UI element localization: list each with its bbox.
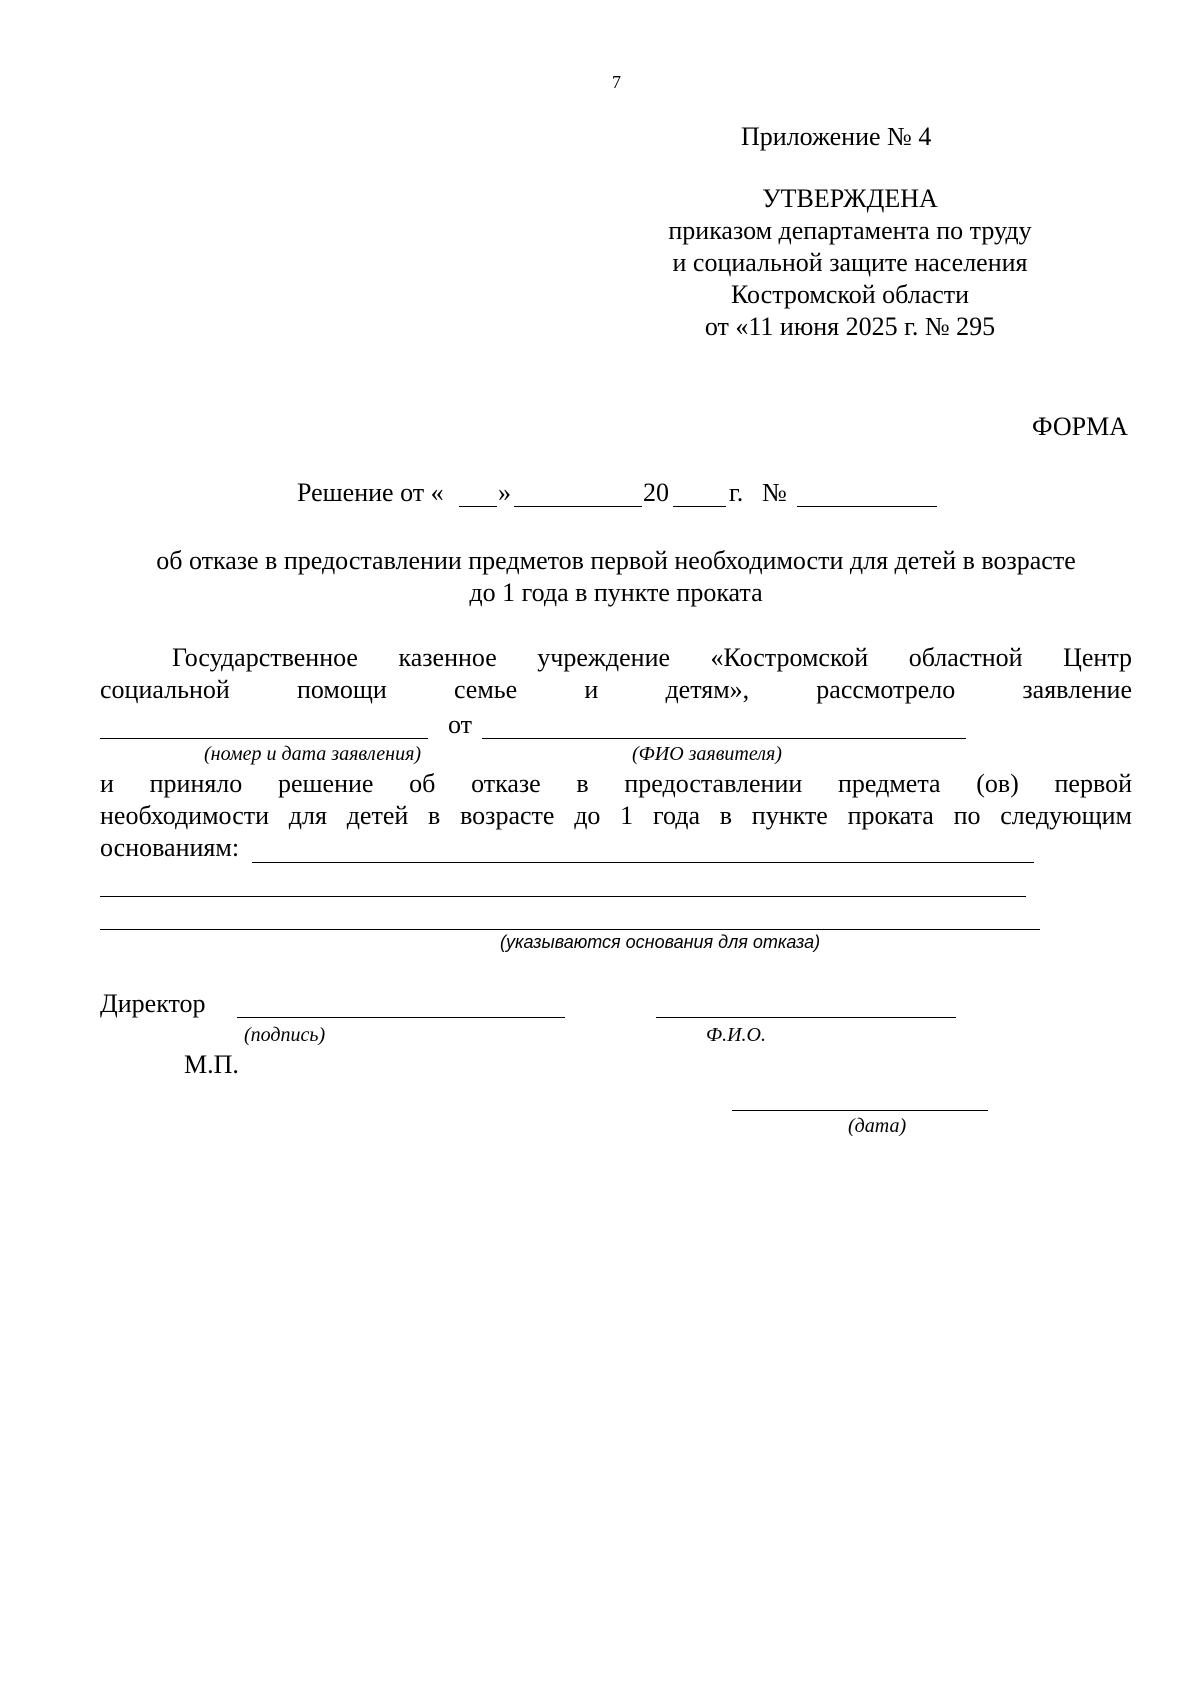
decision-year-prefix: 20 <box>643 478 669 507</box>
caption-date: (дата) <box>848 1115 907 1137</box>
director-label: Директор <box>100 989 206 1018</box>
approval-line-2: и социальной защите населения <box>672 248 1028 277</box>
application-number-field[interactable] <box>100 738 428 739</box>
paragraph-1-line-2: социальной помощи семье и детям», рассмотрело заявление <box>100 675 1132 704</box>
caption-signature: (подпись) <box>244 1024 326 1046</box>
subject-line-1: об отказе в предоставлении предметов первой необходимости для детей в возрасте <box>156 546 1076 575</box>
director-name-field[interactable] <box>656 1017 956 1018</box>
approval-heading: УТВЕРЖДЕНА <box>762 184 938 213</box>
date-field[interactable] <box>732 1110 988 1111</box>
decision-year-suffix: г. <box>729 478 744 507</box>
approval-line-4: от «11 июня 2025 г. № 295 <box>704 312 996 341</box>
applicant-name-field[interactable] <box>482 738 966 739</box>
approval-block <box>640 183 1060 343</box>
paragraph-2-line-1: и приняло решение об отказе в предоставлении предмета (ов) первой <box>100 769 1132 798</box>
page-number: 7 <box>612 72 621 92</box>
form-label: ФОРМА <box>1032 412 1128 441</box>
caption-application: (номер и дата заявления) <box>204 743 422 765</box>
decision-prefix: Решение от « <box>297 478 444 507</box>
caption-reasons: (указываются основания для отказа) <box>500 932 821 952</box>
reasons-field-1[interactable] <box>252 862 1034 863</box>
paragraph-1-line-1: Государственное казенное учреждение «Костромской областной Центр <box>172 643 1132 672</box>
appendix-label: Приложение № 4 <box>741 122 932 151</box>
director-signature-field[interactable] <box>237 1017 565 1018</box>
from-word: от <box>448 710 473 739</box>
decision-subject <box>100 545 1132 609</box>
reasons-field-3[interactable] <box>100 929 1040 930</box>
approval-line-3: Костромской области <box>730 280 970 309</box>
paragraph-2-line-2: необходимости для детей в возрасте до 1 года в пункте проката по следующим <box>100 801 1132 830</box>
stamp-label: М.П. <box>184 1050 239 1079</box>
decision-number-field[interactable] <box>797 506 937 507</box>
caption-name: Ф.И.О. <box>706 1024 766 1046</box>
decision-number-sign: № <box>762 478 787 507</box>
decision-day-field[interactable] <box>459 506 497 507</box>
decision-month-field[interactable] <box>514 506 642 507</box>
subject-line-2: до 1 года в пункте проката <box>469 578 763 607</box>
paragraph-2-line-3: основаниям: <box>100 833 240 862</box>
reasons-field-2[interactable] <box>100 896 1026 897</box>
caption-applicant: (ФИО заявителя) <box>632 743 782 765</box>
decision-quote-close: » <box>498 478 511 507</box>
approval-line-1: приказом департамента по труду <box>668 216 1032 245</box>
decision-year-field[interactable] <box>673 506 726 507</box>
